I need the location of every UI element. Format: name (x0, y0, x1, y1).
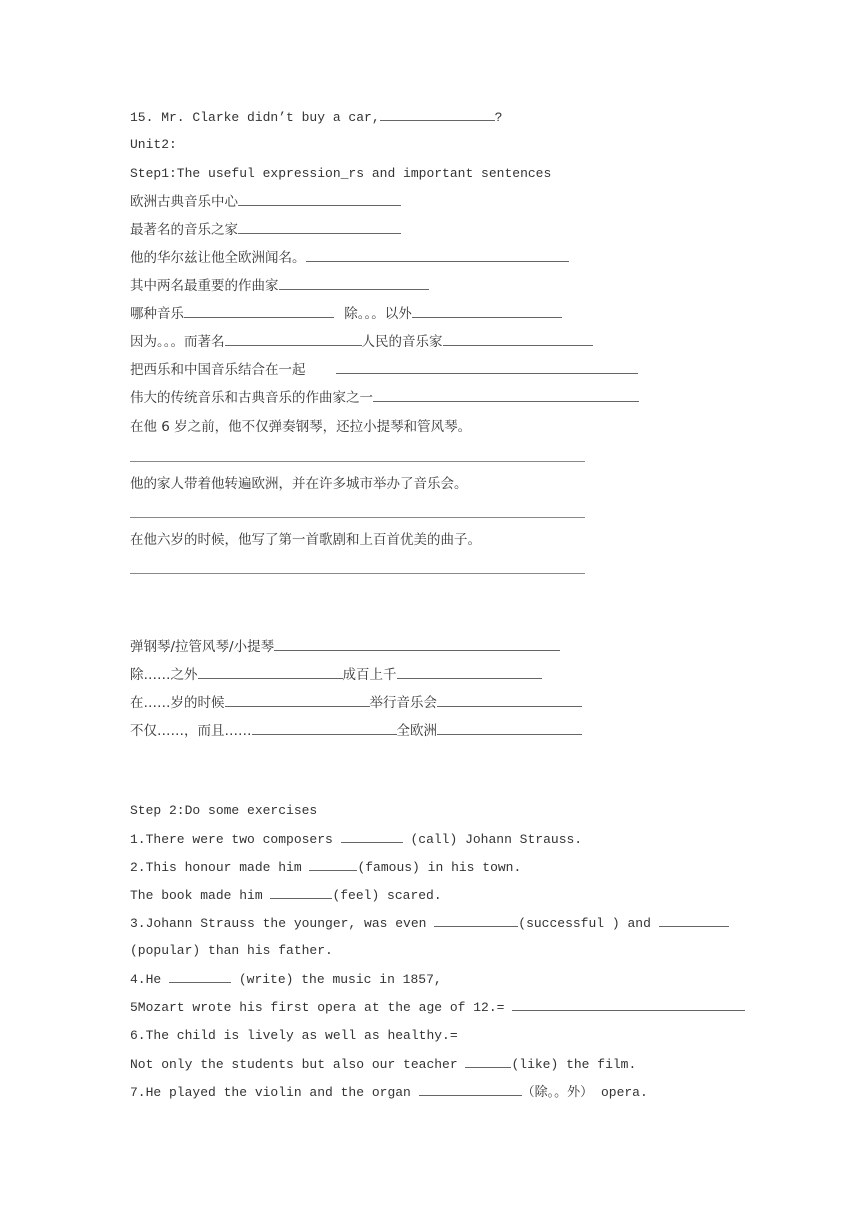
answer-blank[interactable] (512, 998, 745, 1011)
exercise-item: 7.He played the violin and the organ （除。。外） opera. (130, 1085, 648, 1100)
phrase-item: 欧洲古典音乐中心 (130, 193, 401, 211)
answer-blank[interactable] (443, 333, 593, 346)
answer-blank[interactable] (198, 666, 343, 679)
answer-blank[interactable] (437, 694, 582, 707)
answer-line[interactable] (130, 461, 585, 462)
answer-blank[interactable] (184, 305, 334, 318)
answer-line[interactable] (130, 517, 585, 518)
answer-blank[interactable] (252, 722, 397, 735)
answer-blank[interactable] (270, 886, 332, 899)
answer-blank[interactable] (336, 361, 638, 374)
answer-line[interactable] (130, 573, 585, 574)
answer-blank[interactable] (437, 722, 582, 735)
answer-blank[interactable] (412, 305, 562, 318)
phrase-item: 最著名的音乐之家 (130, 221, 401, 239)
exercise-item: 6.The child is lively as well as healthy.= (130, 1028, 458, 1043)
phrase-item: 弹钢琴/拉管风琴/小提琴 (130, 638, 560, 656)
answer-blank[interactable] (225, 333, 362, 346)
answer-blank[interactable] (238, 193, 401, 206)
phrase-item: 除……之外 成百上千 (130, 666, 542, 684)
step1-heading: Step1:The useful expression_rs and important sentences (130, 166, 552, 181)
answer-blank[interactable] (279, 277, 429, 290)
answer-blank[interactable] (341, 830, 403, 843)
question-15: 15. Mr. Clarke didn’t buy a car, ? (130, 110, 503, 125)
phrase-item: 因为。。。而著名 人民的音乐家 (130, 333, 593, 351)
exercise-item: The book made him (feel) scared. (130, 888, 442, 903)
answer-blank[interactable] (238, 221, 401, 234)
sentence-prompt: 在他 6 岁之前，他不仅弹奏钢琴，还拉小提琴和管风琴。 (130, 419, 472, 435)
phrase-item: 把西乐和中国音乐结合在一起 (130, 361, 638, 379)
phrase-item: 在……岁的时候 举行音乐会 (130, 694, 582, 712)
answer-blank[interactable] (309, 858, 357, 871)
answer-blank[interactable] (225, 694, 370, 707)
sentence-prompt: 他的家人带着他转遍欧洲，并在许多城市举办了音乐会。 (130, 476, 468, 492)
phrase-item: 其中两名最重要的作曲家 (130, 277, 429, 295)
answer-blank[interactable] (306, 249, 569, 262)
exercise-item: Not only the students but also our teacher (like) the film. (130, 1057, 637, 1072)
phrase-item: 伟大的传统音乐和古典音乐的作曲家之一 (130, 389, 639, 407)
exercise-item: 5Mozart wrote his first opera at the age of 12.= (130, 998, 745, 1017)
exercise-item: 1.There were two composers (call) Johann Strauss. (130, 832, 583, 847)
answer-blank[interactable] (419, 1083, 522, 1096)
answer-blank[interactable] (434, 914, 518, 927)
phrase-item: 不仅……，而且…… 全欧洲 (130, 722, 582, 740)
answer-blank[interactable] (169, 970, 231, 983)
sentence-prompt: 在他六岁的时候，他写了第一首歌剧和上百首优美的曲子。 (130, 532, 481, 548)
phrase-item: 哪种音乐 除。。。以外 (130, 305, 562, 323)
exercise-item: 3.Johann Strauss the younger, was even (successful ) and (130, 914, 729, 933)
unit-heading: Unit2: (130, 137, 177, 152)
answer-blank[interactable] (274, 638, 560, 651)
answer-blank[interactable] (659, 914, 729, 927)
exercise-item-continued: (popular) than his father. (130, 943, 333, 958)
exercise-item: 4.He (write) the music in 1857, (130, 972, 442, 987)
answer-blank[interactable] (465, 1055, 511, 1068)
answer-blank[interactable] (373, 389, 639, 402)
exercise-item: 2.This honour made him (famous) in his town. (130, 860, 522, 875)
phrase-item: 他的华尔兹让他全欧洲闻名。 (130, 249, 569, 267)
step2-heading: Step 2:Do some exercises (130, 803, 318, 818)
answer-blank[interactable] (397, 666, 542, 679)
answer-blank[interactable] (380, 108, 495, 121)
